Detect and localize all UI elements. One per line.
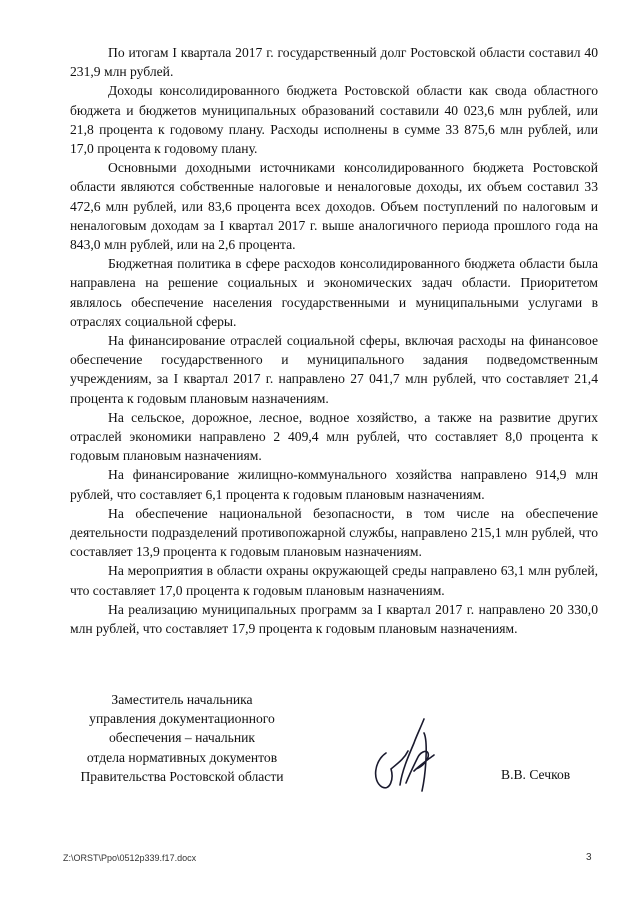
signature-title-line: обеспечения – начальник [108,730,256,746]
signature-title-line: управления документационного [89,711,275,727]
paragraph-revenues-expenses: Доходы консолидированного бюджета Ростовской области как свода областного бюджета и бюджетов муниципальных образований составили 40 023,6 млн рублей, или 21,8 процента к годовому плану. Расходы исполнены в сумме 33 875,6 млн рублей, или 17,0 процента к годовому плану. [70,83,598,157]
footer-file-path: Z:\ORST\Ppo\0512p339.f17.docx [63,853,197,863]
signatory-name: В.В. Сечков [501,767,571,782]
paragraph-state-debt: По итогам I квартала 2017 г. государственный долг Ростовской области составил 40 231,9 млн рублей. [70,45,598,80]
paragraph-municipal-programs: На реализацию муниципальных программ за I квартал 2017 г. направлено 20 330,0 млн рублей, что составляет 17,9 процента к годовым плановым назначениям. [70,601,598,637]
signature-title-line: отдела нормативных документов [86,749,278,765]
paragraph-housing: На финансирование жилищно-коммунального хозяйства направлено 914,9 млн рублей, что составляет 6,1 процента к годовым плановым назначениям. [70,467,598,502]
paragraph-revenue-sources: Основными доходными источниками консолидированного бюджета Ростовской области являются собственные налоговые и неналоговые доходы, их объем составил 33 472,6 млн рублей, или 83,6 процента всех доходов. Объем поступлений по налоговым и неналоговым доходам за I квартал 2017 г. выше аналогичного периода прошлого года на 843,0 млн рублей, или на 2,6 процента. [70,160,598,253]
paragraph-budget-policy: Бюджетная политика в сфере расходов консолидированного бюджета области была направлена на решение социальных и экономических задач области. Приоритетом являлось обеспечение населения государственными и муниципальными услугами в отраслях социальной сферы. [70,256,598,329]
document-body [70,43,598,638]
paragraph-economy: На сельское, дорожное, лесное, водное хозяйство, а также на развитие других отраслей экономики направлено 2 409,4 млн рублей, что составляет 8,0 процента к годовым плановым назначениям. [70,409,598,464]
handwritten-signature [364,713,444,798]
signature-title-block [62,690,302,786]
paragraph-environment: На мероприятия в области охраны окружающей среды направлено 63,1 млн рублей, что составляет 17,0 процента к годовым плановым назначениям. [70,563,598,598]
paragraph-security: На обеспечение национальной безопасности, в том числе на обеспечение деятельности подразделений противопожарной службы, направлено 215,1 млн рублей, что составляет 13,9 процента к годовым плановым назначениям. [70,505,598,560]
signature-title-line: Правительства Ростовской области [80,768,284,784]
paragraph-social-sphere: На финансирование отраслей социальной сферы, включая расходы на финансовое обеспечение государственного и муниципального задания подведомственным учреждениям, за I квартал 2017 г. направлено 27 041,7 млн рублей, что составляет 21,4 процента к годовым плановым назначениям. [70,333,598,406]
signature-title-line: Заместитель начальника [111,692,253,707]
page-number: 3 [586,852,592,863]
